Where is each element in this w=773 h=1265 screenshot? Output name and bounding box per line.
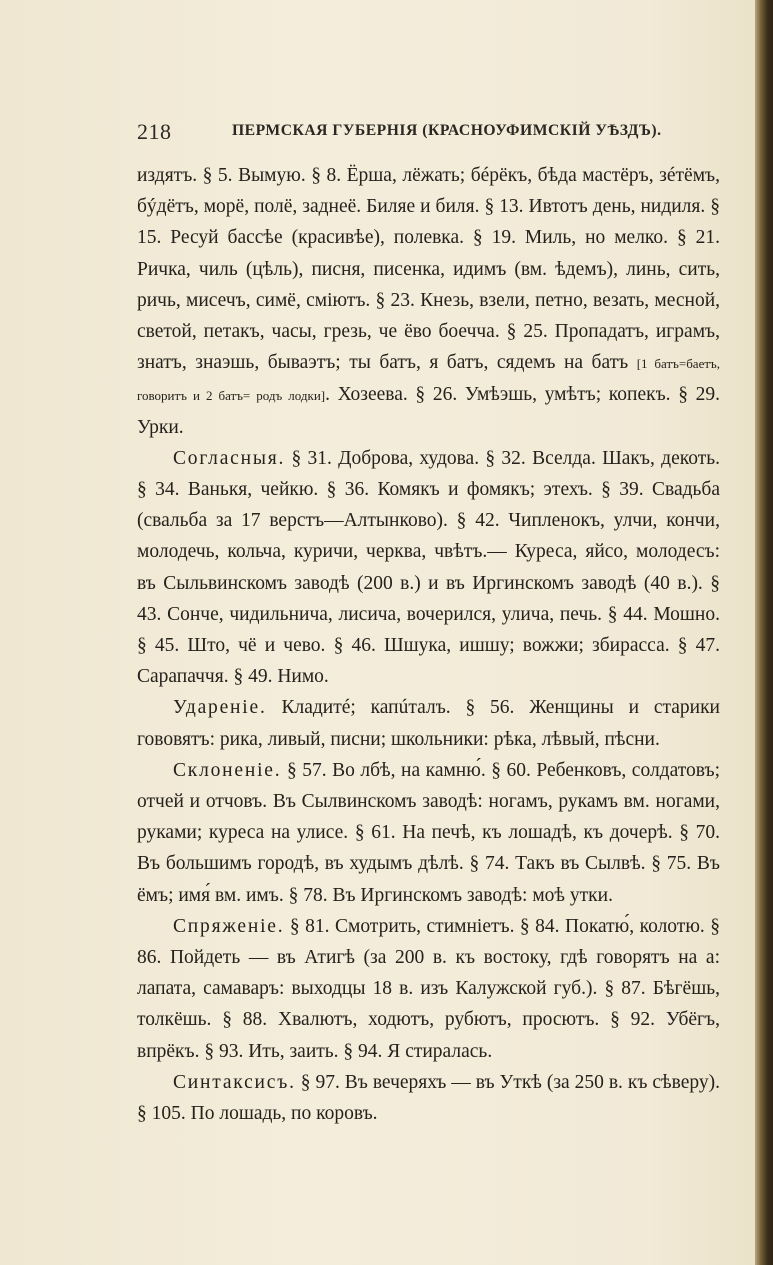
- footnote-remark: [1 батъ=баетъ, говоритъ и 2 батъ= родъ лодки]: [137, 356, 721, 404]
- paragraph: [137, 692, 720, 754]
- section-heading: Склоненіе.: [173, 759, 282, 781]
- text-segment: . Хозеева. § 26. Умѣэшь, умѣтъ; копекъ. § 29. Урки.: [137, 384, 720, 438]
- page-number: 218: [137, 119, 172, 144]
- text-segment: § 81. Смотрить, стимніетъ. § 84. Покатю́, колотю. § 86. Пойдеть — въ Атигѣ (за 200 в. къ востоку, гдѣ говорятъ на а: лапата, самаваръ: выходцы 18 в. изъ Калужской губ.). § 87. Бѣгёшь, толкёшь. § 88. Хвалютъ, ходютъ, рубютъ, просютъ. § 92. Убёгъ, впрёкъ. § 93. Ить, заить. § 94. Я стиралась.: [137, 915, 720, 1062]
- paragraph: [137, 160, 720, 443]
- text-segment: издятъ. § 5. Вымую. § 8. Ёрша, лёжать; бéрёкъ, бѣда мастёръ, зéтёмъ, бýдётъ, морё, полё, заднеё. Биляе и биля. § 13. Ивтотъ день, нидиля. § 15. Ресуй бассѣе (красивѣе), полевка. § 19. Миль, но мелко. § 21. Ричка, чиль (цѣль), писня, писенка, идимъ (вм. ѣдемъ), линь, сить, ричь, мисечъ, симё, сміютъ. § 23. Кнезь, взели, петно, везать, месной, светой, петакъ, часы, грезь, че ёво боечча. § 25. Пропадатъ, играмъ, знатъ, знаэшь, бываэтъ; ты батъ, я батъ, сядемъ на батъ: [137, 165, 720, 374]
- paragraph: [137, 755, 720, 911]
- text-segment: § 31. Доброва, худова. § 32. Вселда. Шакъ, декоть. § 34. Ванькя, чейкю. § 36. Комякъ и фомякъ; этехъ. § 39. Свадьба (свальба за 17 верстъ—Алтынково). § 42. Чипленокъ, улчи, кончи, молодечь, кольча, куричи, черква, чвѣтъ.— Куреса, яйсо, молодесъ: въ Сыльвинскомъ заводѣ (200 в.) и въ Иргинскомъ заводѣ (40 в.). § 43. Сонче, чидильнича, лисича, вочерился, улича, печь. § 44. Мошно. § 45. Што, чё и чево. § 46. Шшука, ишшу; вожжи; збирасса. § 47. Сарапаччя. § 49. Нимо.: [137, 447, 720, 688]
- section-heading: Синтаксисъ.: [173, 1071, 296, 1093]
- paragraph: [137, 911, 720, 1067]
- book-spine-edge: [755, 0, 773, 1265]
- paragraph: [137, 443, 720, 693]
- text-segment: § 57. Во лбѣ, на камню́. § 60. Ребенковъ, солдатовъ; отчей и отчовъ. Въ Сылвинскомъ заводѣ: ногамъ, рукамъ вм. ногами, руками; куреса на улисе. § 61. На печѣ, къ лошадѣ, къ дочерѣ. § 70. Въ большимъ городѣ, въ худымъ дѣлѣ. § 74. Такъ въ Сылвѣ. § 75. Въ ёмъ; имя́ вм. имъ. § 78. Въ Иргинскомъ заводѣ: моѣ утки.: [137, 759, 720, 906]
- text-segment: Кладитé; капúталъ. § 56. Женщины и старики гововятъ: рика, ливый, писни; школьники: рѣка, лѣвый, пѣсни.: [137, 697, 720, 750]
- paragraph: [137, 1067, 720, 1129]
- page-header: [137, 119, 727, 145]
- section-heading: Спряженіе.: [173, 915, 285, 937]
- running-title: ПЕРМСКАЯ ГУБЕРНІЯ (КРАСНОУФИМСКІЙ УѢЗДЪ).: [232, 122, 662, 139]
- section-heading: Удареніе.: [173, 697, 267, 719]
- text-segment: § 97. Въ вечеряхъ — въ Уткѣ (за 250 в. къ сѣверу). § 105. По лошадь, по коровъ.: [137, 1071, 720, 1125]
- section-heading: Согласныя.: [173, 447, 286, 469]
- body-text: [137, 160, 720, 1129]
